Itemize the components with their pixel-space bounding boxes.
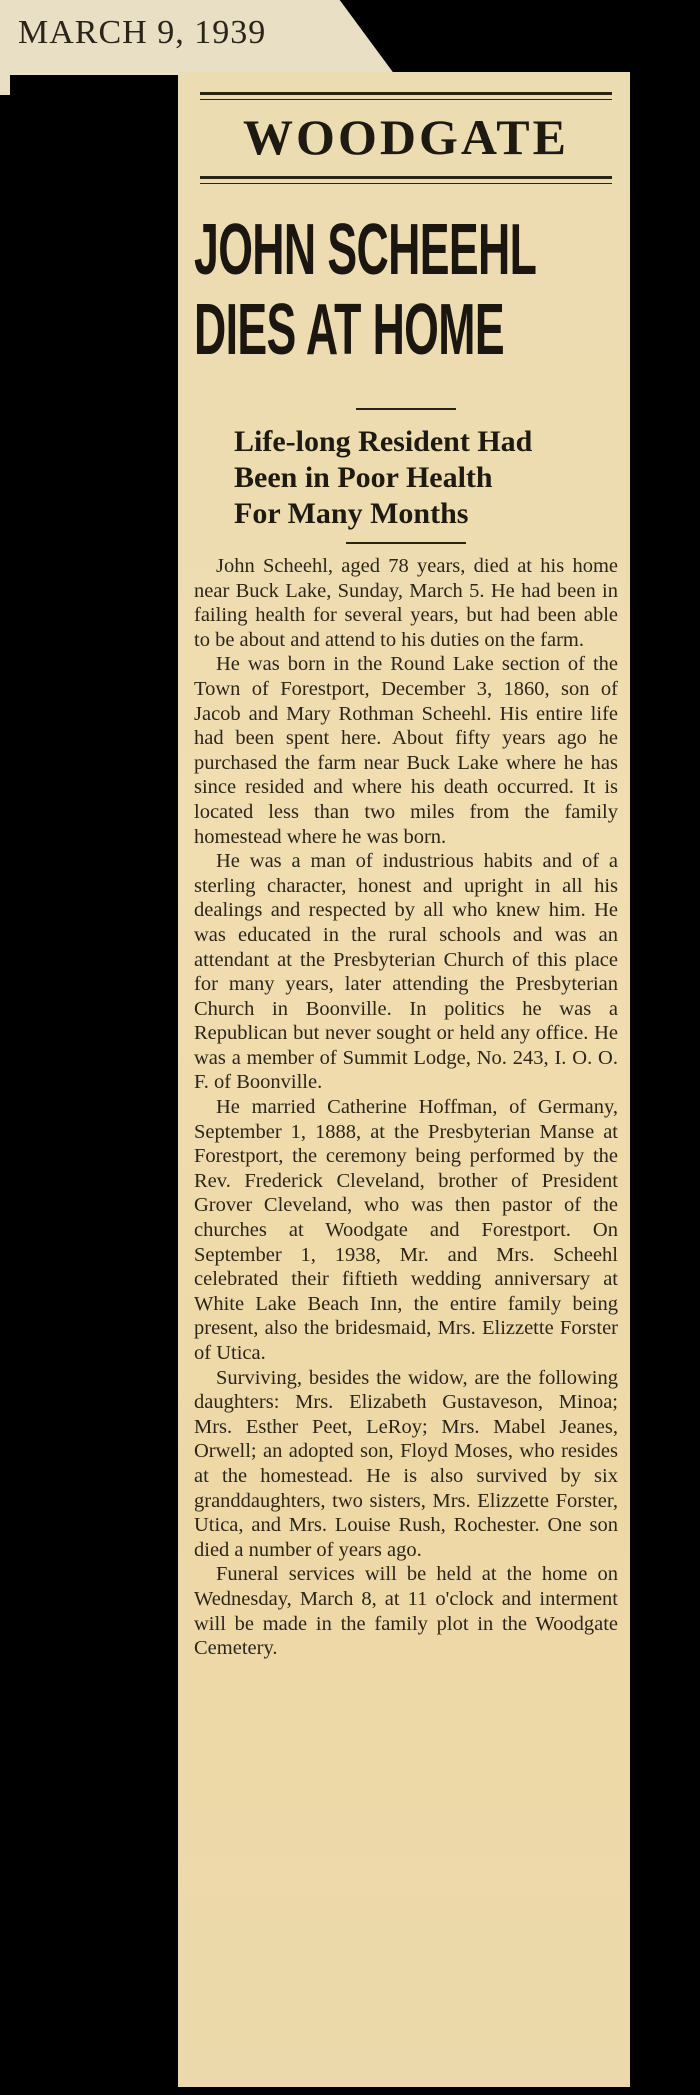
paragraph: He was a man of industrious habits and of a sterling character, honest and upright in all his dealings and respected by all who knew him. He was educated in the rural schools and was an attendant at the Presbyterian Church of this place for many years, later attending the Presbyterian Church in Boonville. In politics he was a Republican but never sought or held any office. He was a member of Summit Lodge, No. 243, I. O. O. F. of Boonville.: [194, 850, 618, 1094]
section-title: WOODGATE: [243, 109, 569, 165]
date-label: MARCH 9, 1939: [18, 14, 267, 51]
paragraph: John Scheehl, aged 78 years, died at his home near Buck Lake, Sunday, March 5. He had been in failing health for several years, but had been able to be about and attend to his duties on the farm.: [194, 555, 618, 651]
paragraph: He was born in the Round Lake section of the Town of Forestport, December 3, 1860, son of Jacob and Mary Rothman Scheehl. His entire life had been spent here. About fifty years ago he purchased the farm near Buck Lake where he has since resided and where his death occurred. It is located less than two miles from the family homestead where he was born.: [194, 653, 618, 848]
subhead-line-3: For Many Months: [234, 497, 469, 530]
subhead-line-1: Life-long Resident Had: [234, 425, 533, 458]
article-body: [194, 554, 618, 1661]
headline-divider: [356, 408, 456, 410]
headline: [194, 210, 537, 380]
paragraph: Surviving, besides the widow, are the following daughters: Mrs. Elizabeth Gustaveson, Minoa; Mrs. Esther Peet, LeRoy; Mrs. Mabel Jeanes, Orwell; an adopted son, Floyd Moses, who resides at the homestead. He is also survived by six granddaughters, two sisters, Mrs. Elizzette Forster, Utica, and Mrs. Louise Rush, Rochester. One son died a number of years ago.: [194, 1366, 618, 1561]
paragraph: He married Catherine Hoffman, of Germany, September 1, 1888, at the Presbyterian Manse at Forestport, the ceremony being performed by the Rev. Frederick Cleveland, brother of President Grover Cleveland, who was then pastor of the churches at Woodgate and Forestport. On September 1, 1938, Mr. and Mrs. Scheehl celebrated their fiftieth wedding anniversary at White Lake Beach Inn, the entire family being present, also the bridesmaid, Mrs. Elizzette Forster of Utica.: [194, 1096, 618, 1364]
subheadline: [234, 424, 618, 532]
paragraph: Funeral services will be held at the home on Wednesday, March 8, at 11 o'clock and interment will be made in the family plot in the Woodgate Cemetery.: [194, 1563, 618, 1660]
subhead-divider: [346, 542, 466, 544]
headline-line-1: JOHN SCHEEHL: [194, 210, 537, 290]
newspaper-clipping: [178, 72, 630, 2087]
subhead-line-2: Been in Poor Health: [234, 461, 493, 494]
top-rule: [200, 92, 612, 100]
section-rule: [200, 176, 612, 184]
paper-edge: [0, 75, 10, 95]
headline-line-2: DIES AT HOME: [194, 290, 505, 370]
